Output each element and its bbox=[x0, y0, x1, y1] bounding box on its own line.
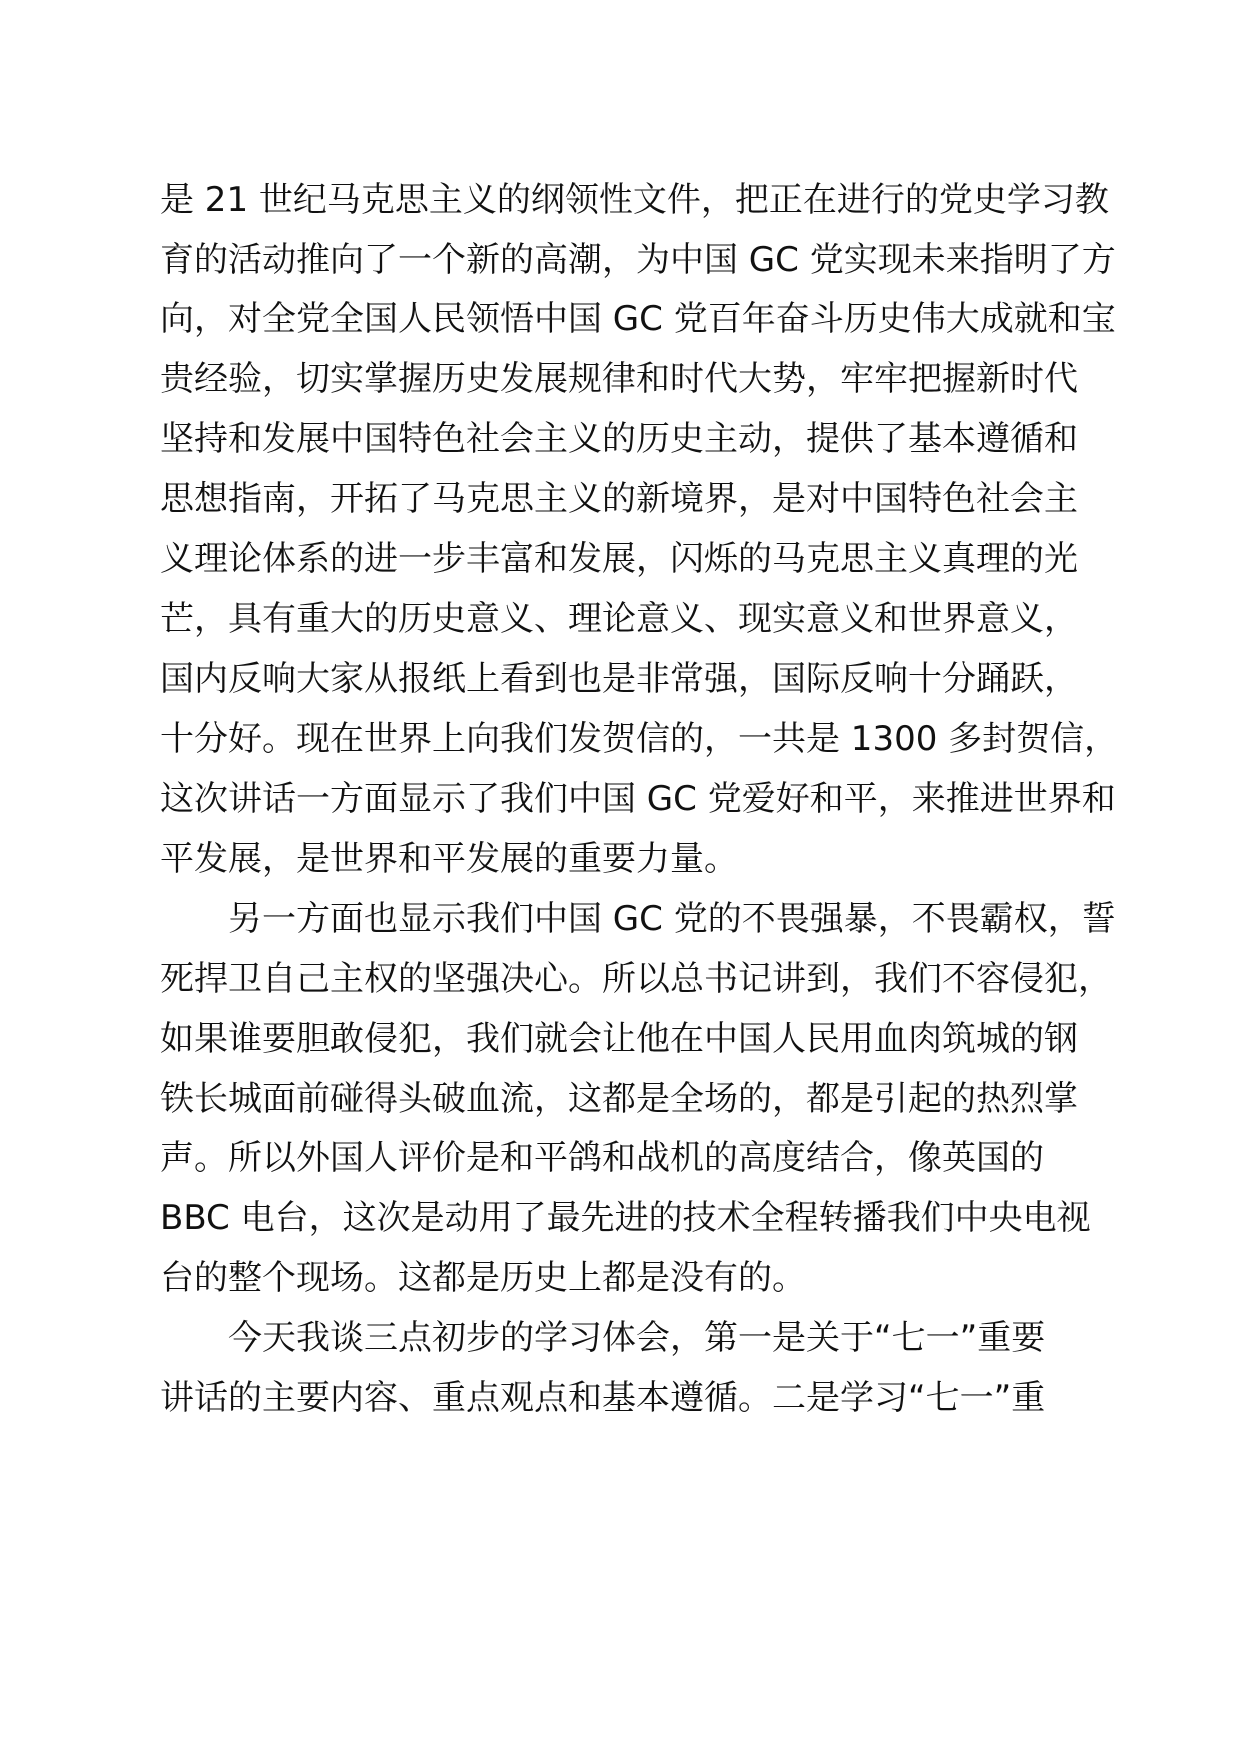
paragraph-start-line: 另一方面也显示我们中国 GC 党的不畏强暴，不畏霸权，誓 bbox=[228, 899, 1116, 939]
text-line: 声。所以外国人评价是和平鸽和战机的高度结合，像英国的 bbox=[160, 1138, 1044, 1178]
text-line: 是 21 世纪马克思主义的纲领性文件，把正在进行的党史学习教 bbox=[160, 180, 1109, 220]
text-line: 坚持和发展中国特色社会主义的历史主动，提供了基本遵循和 bbox=[160, 419, 1078, 459]
text-line: 如果谁要胆敢侵犯，我们就会让他在中国人民用血肉筑城的钢 bbox=[160, 1019, 1078, 1059]
text-line: 铁长城面前碰得头破血流，这都是全场的，都是引起的热烈掌 bbox=[160, 1079, 1078, 1119]
text-line: 国内反响大家从报纸上看到也是非常强，国际反响十分踊跃， bbox=[160, 659, 1078, 699]
text-line: BBC 电台，这次是动用了最先进的技术全程转播我们中央电视 bbox=[160, 1198, 1091, 1238]
text-line: 死捍卫自己主权的坚强决心。所以总书记讲到，我们不容侵犯， bbox=[160, 959, 1112, 999]
text-line: 贵经验，切实掌握历史发展规律和时代大势，牢牢把握新时代 bbox=[160, 359, 1078, 399]
text-line: 十分好。现在世界上向我们发贺信的，一共是 1300 多封贺信， bbox=[160, 719, 1119, 759]
text-line: 义理论体系的进一步丰富和发展，闪烁的马克思主义真理的光 bbox=[160, 539, 1078, 579]
text-line: 讲话的主要内容、重点观点和基本遵循。二是学习“七一”重 bbox=[160, 1378, 1046, 1418]
text-line: 这次讲话一方面显示了我们中国 GC 党爱好和平，来推进世界和 bbox=[160, 779, 1116, 819]
text-line: 台的整个现场。这都是历史上都是没有的。 bbox=[160, 1258, 806, 1298]
paragraph-start-line: 今天我谈三点初步的学习体会，第一是关于“七一”重要 bbox=[228, 1318, 1046, 1358]
text-line: 平发展，是世界和平发展的重要力量。 bbox=[160, 839, 738, 879]
text-line: 思想指南，开拓了马克思主义的新境界，是对中国特色社会主 bbox=[160, 479, 1078, 519]
text-line: 芒，具有重大的历史意义、理论意义、现实意义和世界意义， bbox=[160, 599, 1078, 639]
text-line: 向，对全党全国人民领悟中国 GC 党百年奋斗历史伟大成就和宝 bbox=[160, 299, 1116, 339]
text-line: 育的活动推向了一个新的高潮，为中国 GC 党实现未来指明了方 bbox=[160, 240, 1116, 280]
